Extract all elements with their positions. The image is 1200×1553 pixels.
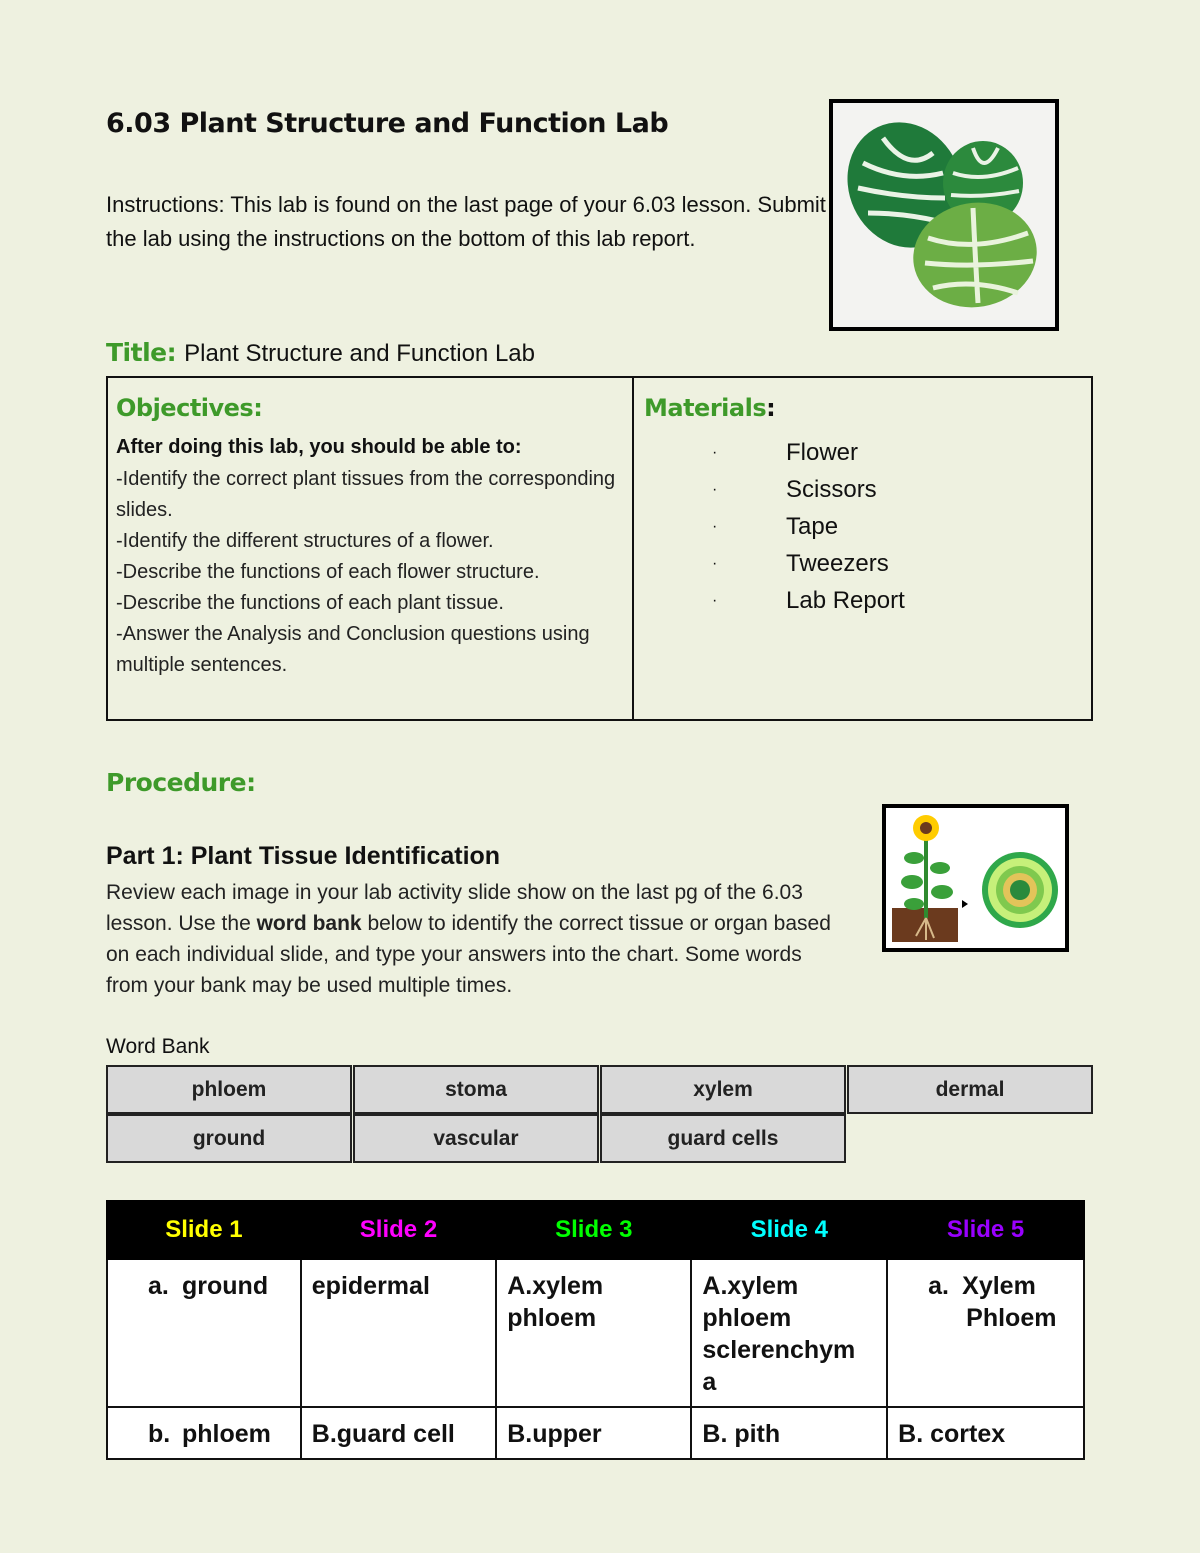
word-bank-label: Word Bank — [106, 1035, 210, 1058]
material-item — [712, 471, 905, 508]
materials-heading — [644, 394, 775, 422]
slides-answer-table — [106, 1200, 1085, 1460]
slide-3-header: Slide 3 — [496, 1201, 691, 1259]
material-item — [712, 434, 905, 471]
bullet-icon: · — [712, 481, 718, 498]
part1-title: Part 1: Plant Tissue Identification — [106, 842, 501, 870]
list-marker: a. — [148, 1272, 169, 1300]
materials-heading-text: Materials — [644, 394, 767, 422]
answer-line: Phloem — [966, 1304, 1057, 1332]
word-bank-cell: phloem — [106, 1065, 352, 1114]
list-marker: a. — [928, 1272, 950, 1300]
slide-2-answer-b[interactable]: B.guard cell — [301, 1407, 496, 1459]
material-item — [712, 582, 905, 619]
word-bank-cell: ground — [106, 1114, 352, 1163]
material-label: Lab Report — [786, 587, 905, 614]
objective-item: -Identify the correct plant tissues from the corresponding slides. — [116, 468, 616, 521]
objectives-lead: After doing this lab, you should be able to: — [116, 436, 522, 458]
material-item — [712, 545, 905, 582]
objectives-heading: Objectives: — [116, 394, 263, 422]
title-section — [106, 338, 535, 368]
word-bank-cell: dermal — [847, 1065, 1093, 1114]
answer-text: Xylem — [962, 1272, 1036, 1300]
slide-4-answer-b[interactable]: B. pith — [691, 1407, 887, 1459]
objective-item: -Describe the functions of each plant tissue. — [116, 592, 504, 614]
answer-line: sclerenchym — [702, 1336, 856, 1364]
material-label: Tape — [786, 513, 839, 540]
table-divider — [632, 376, 634, 721]
objectives-list — [116, 464, 626, 681]
word-bank-table — [106, 1065, 1097, 1163]
word-bank-cell: xylem — [600, 1065, 846, 1114]
answer-line: A.xylem — [702, 1272, 799, 1300]
answer-line: a — [702, 1368, 717, 1396]
instructions-text: Instructions: This lab is found on the last page of your 6.03 lesson. Submit the lab using the instructions on the bottom of this lab report. — [106, 192, 826, 251]
answer-text: phloem — [182, 1420, 271, 1448]
bullet-icon: · — [712, 555, 718, 572]
bullet-icon: · — [712, 444, 718, 461]
material-label: Flower — [786, 439, 859, 466]
part1-text-a: Review each image in your lab activity slide show on the last pg of the 6.03 lesson. Use the — [106, 881, 803, 935]
material-label: Tweezers — [786, 550, 889, 577]
bullet-icon: · — [712, 518, 718, 535]
sunflower-cross-section-image — [882, 804, 1069, 952]
slide-2-header: Slide 2 — [301, 1201, 496, 1259]
title-value: Plant Structure and Function Lab — [184, 340, 535, 367]
list-marker: b. — [148, 1420, 171, 1448]
answer-line: phloem — [702, 1304, 792, 1332]
slide-1-header: Slide 1 — [107, 1201, 301, 1259]
material-item — [712, 508, 905, 545]
part1-description — [106, 877, 846, 1001]
materials-colon: : — [766, 394, 776, 422]
table-row — [107, 1259, 1084, 1407]
part1-text-bold: word bank — [256, 912, 362, 935]
word-bank-cell: guard cells — [600, 1114, 846, 1163]
part1-text-b: below to identify the correct tissue or organ based on each individual slide, and type your answers into the chart. Some words from your bank may be used multiple times. — [106, 912, 831, 997]
objective-item: -Answer the Analysis and Conclusion questions using multiple sentences. — [116, 623, 590, 676]
monstera-leaf-image — [829, 99, 1059, 331]
slide-1-answer-a[interactable] — [107, 1259, 301, 1407]
title-label: Title: — [106, 338, 177, 367]
slide-3-answer-b[interactable]: B.upper — [496, 1407, 691, 1459]
word-bank-cell: vascular — [353, 1114, 599, 1163]
word-bank-row — [106, 1114, 1097, 1163]
slide-3-answer-a[interactable] — [496, 1259, 691, 1407]
page-title: 6.03 Plant Structure and Function Lab — [106, 108, 669, 139]
slide-4-answer-a[interactable] — [691, 1259, 887, 1407]
word-bank-cell: stoma — [353, 1065, 599, 1114]
slide-4-header: Slide 4 — [691, 1201, 887, 1259]
slide-5-header: Slide 5 — [887, 1201, 1084, 1259]
answer-line: A.xylem — [507, 1272, 604, 1300]
word-bank-row — [106, 1065, 1097, 1114]
slide-5-answer-a[interactable] — [887, 1259, 1084, 1407]
material-label: Scissors — [786, 476, 877, 503]
procedure-heading: Procedure: — [106, 768, 256, 797]
answer-line: phloem — [507, 1304, 597, 1332]
bullet-icon: · — [712, 592, 718, 609]
table-row — [107, 1407, 1084, 1459]
answer-text: ground — [182, 1272, 269, 1300]
objective-item: -Describe the functions of each flower structure. — [116, 561, 540, 583]
slide-2-answer-a[interactable]: epidermal — [301, 1259, 496, 1407]
slide-1-answer-b[interactable] — [107, 1407, 301, 1459]
objective-item: -Identify the different structures of a flower. — [116, 530, 494, 552]
materials-list — [712, 434, 905, 619]
slide-5-answer-b[interactable]: B. cortex — [887, 1407, 1084, 1459]
